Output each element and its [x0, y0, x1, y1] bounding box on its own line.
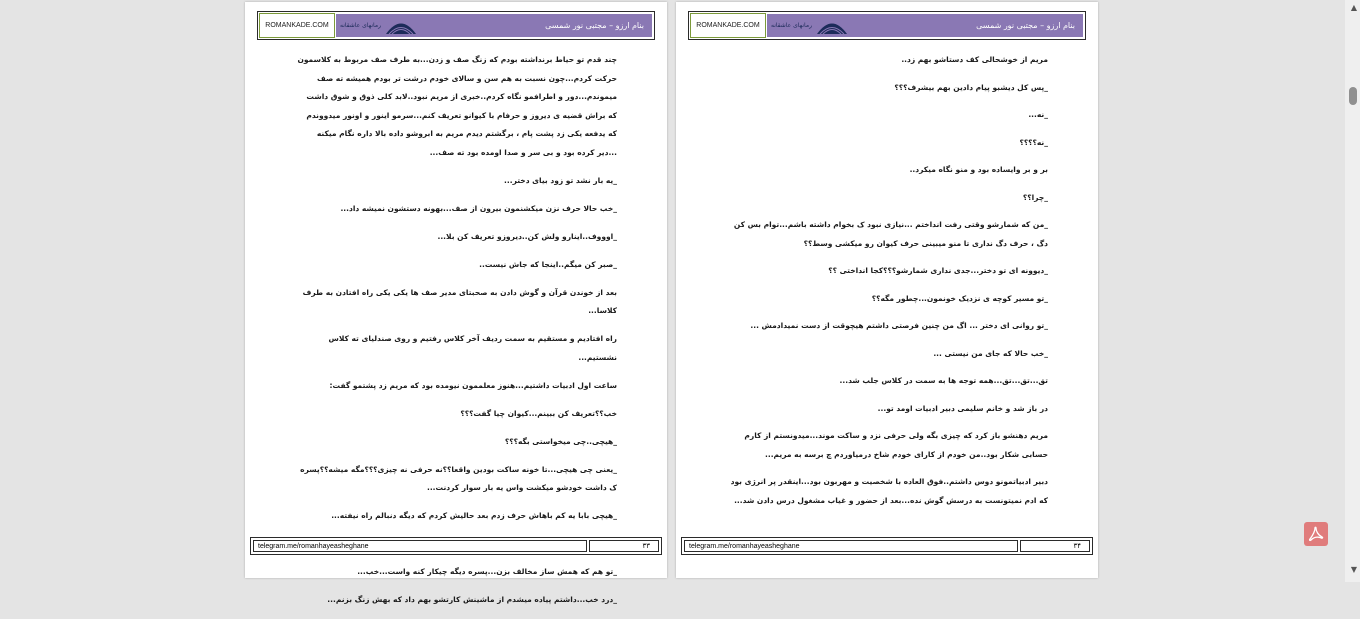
pdf-icon[interactable]: [1304, 522, 1328, 546]
paragraph: _چرا؟؟: [1022, 192, 1048, 202]
paragraph: _خب حالا که جای من نیستی ...: [933, 348, 1048, 358]
page-footer: [681, 537, 1093, 555]
logo-text: رمانهای عاشقانه: [771, 22, 812, 29]
paragraph: _یعنی چی هیچی...تا خونه ساکت بودین واقعا؟؟نه حرفی نه چیزی؟؟؟مگه میشه؟؟پسره ک داشت خودشو میکشت واس یه بار سوار کردنت...: [300, 464, 617, 492]
footer-telegram-link: telegram.me/romanhayeasheghane: [684, 540, 1018, 552]
page-text: [728, 51, 1048, 519]
paragraph: بعد از خوندن قرآن و گوش دادن به صحبتای مدیر صف ها یکی یکی راه افتادن به طرف کلاسا...: [302, 287, 617, 315]
paragraph: تق...تق...تق...همه توجه ها به سمت در کلاس جلب شد...: [839, 376, 1048, 385]
paragraph: _یه بار نشد تو زود بیای دختر...: [504, 175, 617, 185]
page-number: ۳۳: [589, 540, 659, 552]
paragraph: ساعت اول ادبیات داشتیم...هنوز معلممون نیومده بود که مریم زد پشتمو گفت:: [329, 380, 617, 390]
header-title-band: [336, 14, 652, 37]
paragraph: راه افتادیم و مستقیم به سمت ردیف آخر کلاس رفتیم و روی صندلیای ته کلاس نشستیم...: [328, 334, 617, 362]
paragraph: _دیوونه ای تو دختر...جدی نداری شمارشو؟؟؟کجا انداختی ؟؟: [828, 266, 1048, 275]
paragraph: چند قدم تو حیاط برنداشته بودم که زنگ صف و زدن...به طرف صف مربوط به کلاسمون حرکت کردم...چون نسبت به هم سن و سالای خودم درشت تر بودم همیشه ته صف میموندم...دور و اطرافمو نگاه کردم..خبری از مریم نبود..لابد کلی ذوق و شوق داشت که براش قضیه ی دیروز و حرفام با کیوانو تعریف کنم...سرمو اینور و اونور میدووندم که یدفعه یکی زد پشت پام ، برگشتم دیدم مریم به ابروشو داده بالا داره نگام میکنه ...دیر کرده بود و بی سر و صدا اومده بود ته صف...: [297, 55, 617, 157]
document-page-33: [245, 2, 667, 604]
paragraph: _خب حالا حرف نزن میکشنمون بیرون از صف...بهونه دستشون نمیشه داد...: [340, 203, 617, 213]
paragraph: _نه...: [1028, 110, 1048, 119]
scrollbar-thumb[interactable]: [1349, 87, 1357, 105]
paragraph: _پس کل دیشبو پیام دادین بهم بیشرف؟؟؟: [894, 82, 1048, 92]
page-header: [257, 11, 655, 40]
paragraph: مریم از خوشحالی کف دستاشو بهم زد..: [901, 55, 1048, 64]
paragraph: دبیر ادبیاتمونو دوس داشتم..فوق العاده با شخصیت و مهربون بود...اینقدر پر انرژی بود که ادم نمیتونست به درسش گوش نده...بعد از حضور و غیاب مشغول درس دادن شد...: [730, 477, 1048, 505]
acrobat-logo-icon: [1308, 526, 1324, 542]
page-number: ۳۴: [1020, 540, 1090, 552]
site-logo: [771, 15, 850, 37]
page-text: [297, 51, 617, 619]
paragraph: بر و بر وایساده بود و منو نگاه میکرد..: [909, 165, 1048, 174]
paragraph: _تو روانی ای دختر ... اگ من چنین فرصتی داشتم هیچوقت از دست نمیدادمش ...: [750, 321, 1048, 330]
page-header: [688, 11, 1086, 40]
paragraph: مریم دهنشو باز کرد که چیزی بگه ولی حرفی نزد و ساکت موند...میدونستم از کارم حسابی شکار بود..من خودم از کارای خودم شاخ درمیاوردم چ برسه به مریم...: [744, 431, 1048, 459]
paragraph: _تو مسیر کوچه ی نزدیک خونمون...چطور مگه؟؟: [871, 293, 1048, 303]
header-site-name: ROMANKADE.COM: [259, 13, 335, 38]
paragraph: در باز شد و خانم سلیمی دبیر ادبیات اومد تو...: [877, 403, 1048, 413]
footer-telegram-link: telegram.me/romanhayeasheghane: [253, 540, 587, 552]
vertical-scrollbar[interactable]: [1345, 0, 1360, 582]
paragraph: _تو هم که همش ساز مخالف بزن...پسره دیگه چیکار کنه واست...خب...: [357, 567, 617, 576]
paragraph: _من که شمارشو وقتی رفت انداختم ...نیازی نبود ک بخوام داشته باشم...توام بس کن دگ ، حرف دگ نداری تا منو میبینی حرف کیوان رو میکشی وسط؟؟: [733, 220, 1048, 248]
book-logo-icon: [383, 15, 419, 37]
scroll-down-arrow-icon[interactable]: ▼: [1350, 565, 1357, 574]
header-book-title: بنام ارزو – مجتبی نور شمسی: [976, 21, 1075, 30]
paragraph: _صبر کن میگم..اینجا که جاش نیست..: [479, 259, 617, 269]
document-page-34: [676, 2, 1098, 578]
paragraph: _درد خب...داشتم پیاده میشدم از ماشینش کارتشو بهم داد که بهش زنگ بزنم...: [327, 595, 617, 604]
scroll-up-arrow-icon[interactable]: ▲: [1350, 3, 1357, 12]
logo-text: رمانهای عاشقانه: [340, 22, 381, 29]
header-book-title: بنام ارزو – مجتبی نور شمسی: [545, 21, 644, 30]
paragraph: خب؟؟تعریف کن ببینم...کیوان چیا گفت؟؟؟: [460, 408, 617, 418]
page-footer: [250, 537, 662, 555]
book-logo-icon: [814, 15, 850, 37]
header-title-band: [767, 14, 1083, 37]
paragraph: _اوووف..اینارو ولش کن..دیروزو تعریف کن بلا...: [437, 231, 617, 241]
paragraph: _نه؟؟؟؟: [1019, 137, 1048, 147]
paragraph: _هیچی بابا یه کم باهاش حرف زدم بعد حالیش کردم که دیگه دنبالم راه نیفته...: [331, 511, 617, 520]
site-logo: [340, 15, 419, 37]
paragraph: _هیچی..چی میخواستی بگه؟؟؟: [504, 436, 617, 446]
header-site-name: ROMANKADE.COM: [690, 13, 766, 38]
